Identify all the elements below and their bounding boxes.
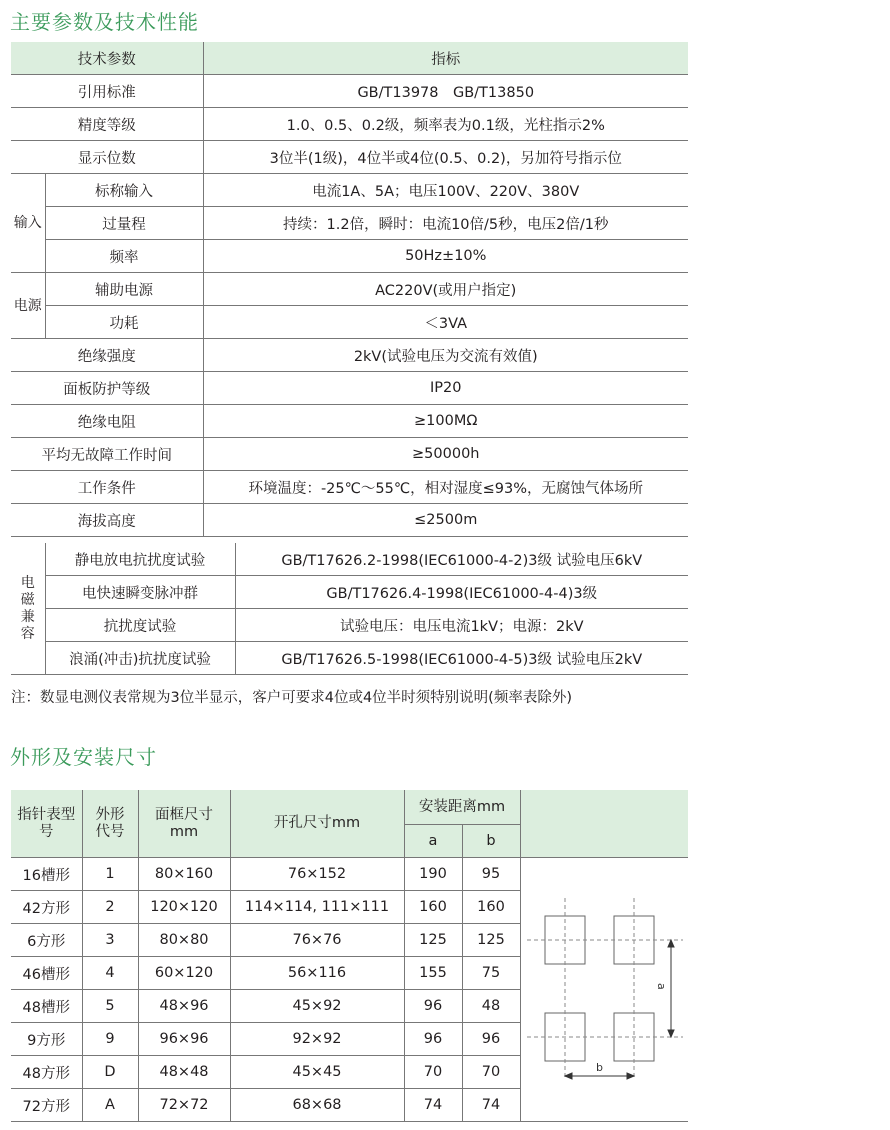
header-model: 指针表型号 (11, 790, 82, 858)
cutout-cell: 114×114, 111×111 (230, 891, 404, 924)
b-cell: 125 (462, 924, 520, 957)
value-cell: 电流1A、5A；电压100V、220V、380V (203, 174, 688, 207)
header-mount: 安装距离mm (404, 790, 520, 825)
table-row (11, 372, 688, 405)
a-cell: 96 (404, 1023, 462, 1056)
section-title-specs: 主要参数及技术性能 (10, 10, 199, 34)
value-cell: 试验电压：电压电流1kV；电源：2kV (235, 609, 688, 642)
model-cell: 16槽形 (11, 858, 82, 891)
cutout-cell: 68×68 (230, 1089, 404, 1122)
value-cell: GB/T13978 GB/T13850 (203, 75, 688, 108)
label-a: a (655, 983, 668, 990)
frame-cell: 120×120 (138, 891, 230, 924)
value-cell: 50Hz±10% (203, 240, 688, 273)
param-cell: 面板防护等级 (11, 372, 203, 405)
code-cell: 2 (82, 891, 138, 924)
table-row (11, 207, 688, 240)
frame-cell: 80×80 (138, 924, 230, 957)
table-row (11, 141, 688, 174)
a-cell: 74 (404, 1089, 462, 1122)
value-cell: ≥50000h (203, 438, 688, 471)
table-row (11, 273, 688, 306)
frame-cell: 72×72 (138, 1089, 230, 1122)
b-cell: 160 (462, 891, 520, 924)
model-cell: 72方形 (11, 1089, 82, 1122)
model-cell: 48槽形 (11, 990, 82, 1023)
specs-table (11, 42, 688, 537)
param-cell: 引用标准 (11, 75, 203, 108)
table-row (11, 108, 688, 141)
a-cell: 96 (404, 990, 462, 1023)
table-row (11, 240, 688, 273)
header-code: 外形代号 (82, 790, 138, 858)
header-value: 指标 (203, 42, 688, 75)
label-b: b (596, 1061, 603, 1074)
code-cell: 5 (82, 990, 138, 1023)
b-cell: 74 (462, 1089, 520, 1122)
group-emc-label: 电磁兼容 (11, 543, 45, 675)
param-cell: 静电放电抗扰度试验 (45, 543, 235, 576)
value-cell: ＜3VA (203, 306, 688, 339)
header-frame: 面框尺寸mm (138, 790, 230, 858)
table-row (11, 471, 688, 504)
cutout-cell: 45×45 (230, 1056, 404, 1089)
param-cell: 绝缘强度 (11, 339, 203, 372)
section-title-dimensions: 外形及安装尺寸 (10, 745, 157, 769)
param-cell: 辅助电源 (45, 273, 203, 306)
model-cell: 46槽形 (11, 957, 82, 990)
a-cell: 155 (404, 957, 462, 990)
model-cell: 42方形 (11, 891, 82, 924)
param-cell: 工作条件 (11, 471, 203, 504)
header-a: a (404, 825, 462, 858)
model-cell: 9方形 (11, 1023, 82, 1056)
header-b: b (462, 825, 520, 858)
header-diagram-blank (520, 790, 688, 858)
value-cell: GB/T17626.5-1998(IEC61000-4-5)3级 试验电压2kV (235, 642, 688, 675)
b-cell: 95 (462, 858, 520, 891)
value-cell: ≤2500m (203, 504, 688, 537)
table-row (11, 576, 688, 609)
b-cell: 75 (462, 957, 520, 990)
value-cell: AC220V(或用户指定) (203, 273, 688, 306)
table-row (11, 543, 688, 576)
frame-cell: 80×160 (138, 858, 230, 891)
value-cell: 2kV(试验电压为交流有效值) (203, 339, 688, 372)
param-cell: 绝缘电阻 (11, 405, 203, 438)
value-cell: IP20 (203, 372, 688, 405)
table-row (11, 504, 688, 537)
value-cell: 环境温度：-25℃～55℃，相对湿度≤93%，无腐蚀气体场所 (203, 471, 688, 504)
a-cell: 70 (404, 1056, 462, 1089)
a-cell: 160 (404, 891, 462, 924)
spec-note: 注：数显电测仪表常规为3位半显示，客户可要求4位或4位半时须特别说明(频率表除外) (11, 690, 572, 706)
param-cell: 电快速瞬变脉冲群 (45, 576, 235, 609)
param-cell: 标称输入 (45, 174, 203, 207)
cutout-cell: 76×152 (230, 858, 404, 891)
table-row (11, 405, 688, 438)
cutout-cell: 92×92 (230, 1023, 404, 1056)
param-cell: 频率 (45, 240, 203, 273)
b-cell: 48 (462, 990, 520, 1023)
specs-header-row (11, 42, 688, 75)
param-cell: 精度等级 (11, 108, 203, 141)
emc-table (11, 543, 688, 675)
code-cell: A (82, 1089, 138, 1122)
frame-cell: 48×48 (138, 1056, 230, 1089)
dim-header-row (11, 790, 688, 825)
value-cell: GB/T17626.4-1998(IEC61000-4-4)3级 (235, 576, 688, 609)
param-cell: 功耗 (45, 306, 203, 339)
param-cell: 平均无故障工作时间 (11, 438, 203, 471)
cutout-cell: 56×116 (230, 957, 404, 990)
cutout-cell: 76×76 (230, 924, 404, 957)
table-row (11, 75, 688, 108)
b-cell: 96 (462, 1023, 520, 1056)
param-cell: 浪涌(冲击)抗扰度试验 (45, 642, 235, 675)
param-cell: 显示位数 (11, 141, 203, 174)
table-row (11, 306, 688, 339)
code-cell: 9 (82, 1023, 138, 1056)
param-cell: 海拔高度 (11, 504, 203, 537)
b-cell: 70 (462, 1056, 520, 1089)
code-cell: D (82, 1056, 138, 1089)
group-input-label: 输入 (11, 174, 45, 273)
model-cell: 6方形 (11, 924, 82, 957)
code-cell: 1 (82, 858, 138, 891)
frame-cell: 60×120 (138, 957, 230, 990)
a-cell: 190 (404, 858, 462, 891)
code-cell: 4 (82, 957, 138, 990)
table-row (11, 609, 688, 642)
value-cell: 3位半(1级)，4位半或4位(0.5、0.2)，另加符号指示位 (203, 141, 688, 174)
table-row (11, 174, 688, 207)
param-cell: 过量程 (45, 207, 203, 240)
header-param: 技术参数 (11, 42, 203, 75)
mounting-diagram (521, 858, 688, 1126)
table-row (11, 642, 688, 675)
param-cell: 抗扰度试验 (45, 609, 235, 642)
table-row (11, 339, 688, 372)
cutout-cell: 45×92 (230, 990, 404, 1023)
group-power-label: 电源 (11, 273, 45, 339)
frame-cell: 96×96 (138, 1023, 230, 1056)
value-cell: 1.0、0.5、0.2级，频率表为0.1级，光柱指示2% (203, 108, 688, 141)
value-cell: 持续：1.2倍，瞬时：电流10倍/5秒，电压2倍/1秒 (203, 207, 688, 240)
header-cutout: 开孔尺寸mm (230, 790, 404, 858)
table-row (11, 438, 688, 471)
value-cell: GB/T17626.2-1998(IEC61000-4-2)3级 试验电压6kV (235, 543, 688, 576)
frame-cell: 48×96 (138, 990, 230, 1023)
value-cell: ≥100MΩ (203, 405, 688, 438)
model-cell: 48方形 (11, 1056, 82, 1089)
code-cell: 3 (82, 924, 138, 957)
a-cell: 125 (404, 924, 462, 957)
